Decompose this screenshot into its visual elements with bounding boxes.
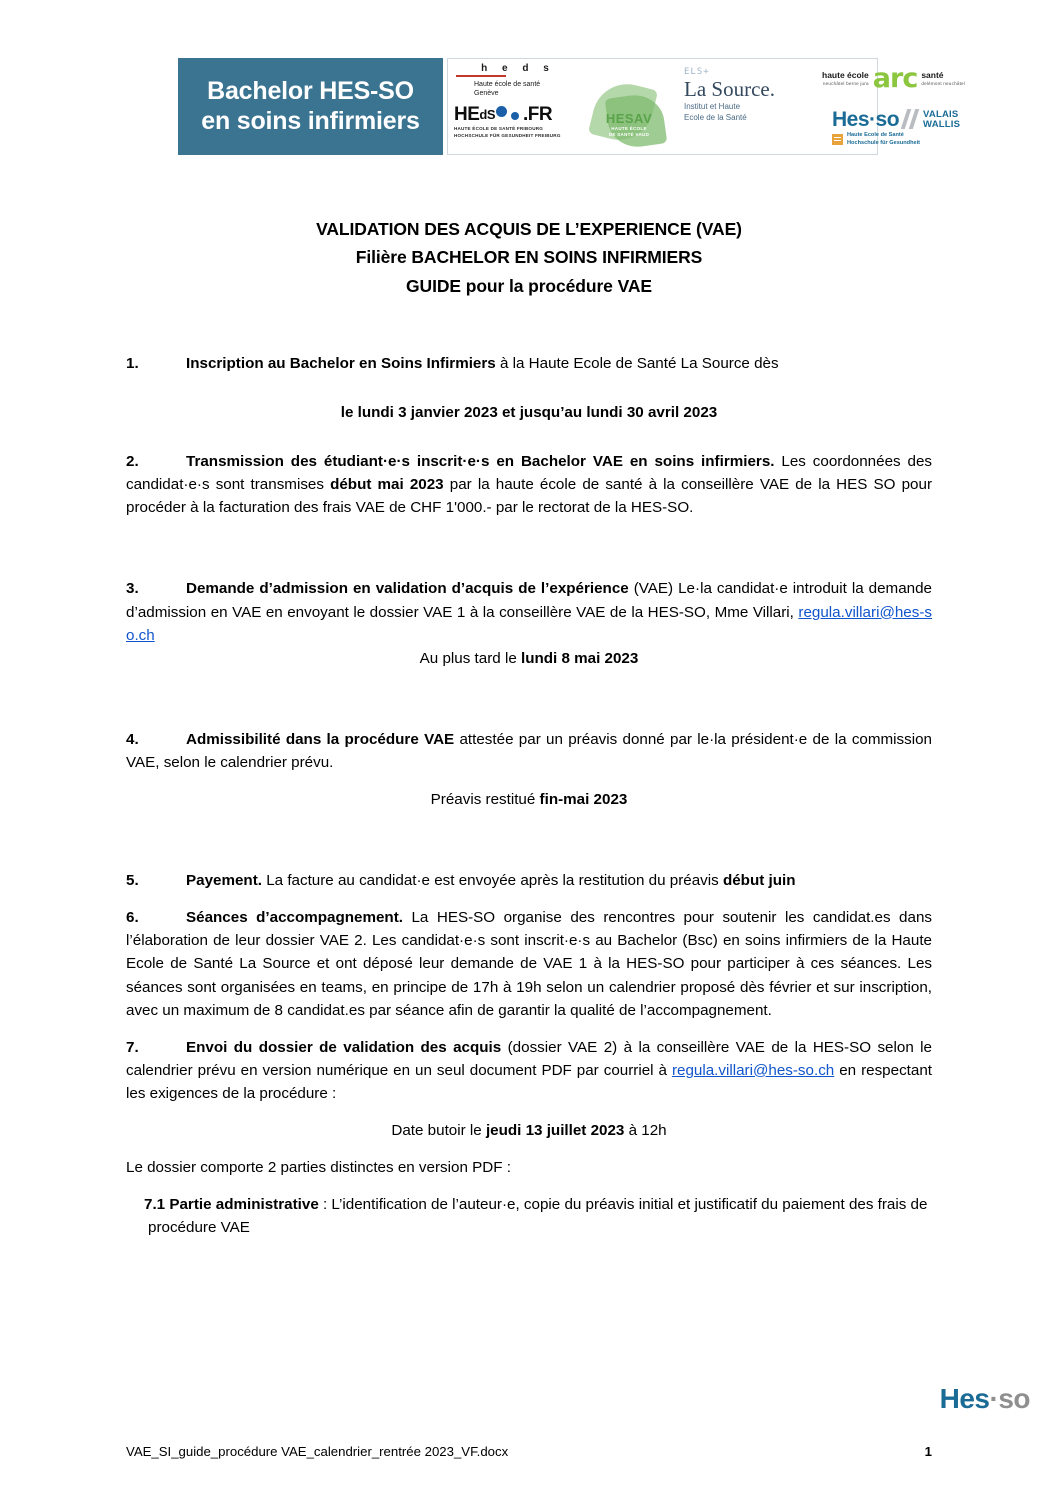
item-2-number: 2. <box>126 453 139 471</box>
page-footer <box>126 1444 932 1459</box>
footer-page-number: 1 <box>924 1444 932 1459</box>
item-6-number: 6. <box>126 909 139 927</box>
item-3 <box>126 577 932 646</box>
item-6-bold-lead: Séances d’accompagnement. <box>186 909 403 927</box>
document-title <box>129 215 929 300</box>
item-5 <box>126 869 932 892</box>
item-3-deadline-normal: Au plus tard le <box>419 649 521 667</box>
footer-hes-so-logo <box>940 1385 1030 1413</box>
footer-logo-dot: · <box>989 1383 999 1414</box>
item-5-bold-lead: Payement. <box>186 872 262 890</box>
item-3-body-a: (VAE) Le·la candidat·e introduit la demande d’admission en VAE en envoyant le dossier VAE 1 à la conseillère VAE de la HES-SO, Mme Villari, <box>126 580 932 621</box>
valais-dot: · <box>869 108 876 131</box>
valais-hes-word: Hes <box>832 108 870 131</box>
item-7-1-number: 7.1 <box>144 1196 166 1214</box>
item-4-number: 4. <box>126 730 139 748</box>
la-source-wordmark: La Source. <box>684 77 775 101</box>
heds-geneve-rule <box>456 75 506 77</box>
heds-fr-part-a: HE <box>454 104 480 125</box>
heds-geneve-subtitle-2: Genève <box>474 90 499 98</box>
item-1-rest: à la Haute Ecole de Santé La Source dès <box>495 355 779 372</box>
footer-logo-so: so <box>998 1383 1030 1414</box>
valais-subtitle-1: Haute Ecole de Santé <box>847 132 904 138</box>
heds-fr-part-c: .FR <box>523 104 553 125</box>
la-source-subtitle-2: Ecole de la Santé <box>684 112 747 122</box>
heds-fr-subtitle-1: HAUTE ÉCOLE DE SANTÉ FRIBOURG <box>454 126 544 131</box>
item-4-deadline-normal: Préavis restitué <box>430 791 540 809</box>
item-1 <box>126 352 932 375</box>
he-arc-sante-logo <box>822 63 1002 94</box>
heds-fr-subtitle-2: HOCHSCHULE FÜR GESUNDHEIT FREIBURG <box>454 132 561 138</box>
item-2-bold-lead: Transmission des étudiant·e·s inscrit·e·s en Bachelor VAE en soins infirmiers. <box>186 453 775 471</box>
item-6 <box>126 906 932 1021</box>
la-source-els-mark: ELS+ <box>684 67 710 77</box>
item-5-body-a: La facture au candidat·e est envoyée après la restitution du préavis <box>261 872 723 890</box>
item-2-body-b: par la haute école de santé à la conseillère VAE de la HES SO pour procéder à la facturation des frais VAE de CHF 1'000.- par le rectorat de la HES-SO. <box>126 476 932 517</box>
item-3-email-link[interactable]: regula.villari@hes-so.ch <box>126 603 932 644</box>
item-5-bold-end: début juin <box>722 872 796 890</box>
item-4-deadline <box>126 788 932 811</box>
heds-fr-part-b: dS <box>479 107 496 122</box>
valais-subtitle-2: Hochschule für Gesundheit <box>847 139 921 146</box>
item-7-1-bold-lead: Partie administrative <box>169 1196 319 1214</box>
banner-title-line2: en soins infirmiers <box>201 106 420 135</box>
he-arc-right-line1: santé <box>921 70 944 81</box>
item-3-deadline-bold: lundi 8 mai 2023 <box>520 649 639 667</box>
document-title-line1: VALIDATION DES ACQUIS DE L’EXPERIENCE (VAE) <box>316 219 742 239</box>
heds-geneve-logo <box>456 63 574 99</box>
heds-geneve-letters: h e d s <box>481 63 555 74</box>
item-3-deadline <box>126 647 932 670</box>
item-5-number: 5. <box>126 872 139 890</box>
banner-title-line1: Bachelor HES-SO <box>207 77 414 105</box>
item-6-body-a: La HES-SO organise des rencontres pour soutenir les candidat.es dans l’élaboration de leur dossier VAE 2. Les candidat·e·s sont inscrit·e·s au Bachelor (Bsc) en soins infirmiers de la Haute Ecole de Santé La Source et ont déposé leur demande de VAE 1 à la HES-SO pour participer à ces séances. Les séances sont organisées en teams, en principe de 17h à 19h selon un calendrier proposé dès février et sur inscription, avec un maximum de 8 candidat.es par séance afin de garantir la qualité de l’accompagnement. <box>126 909 932 1019</box>
la-source-subtitle-1: Institut et Haute <box>684 102 741 112</box>
item-3-number: 3. <box>126 580 139 598</box>
item-7-body-b: en respectant les exigences de la procédure : <box>126 1061 933 1102</box>
he-arc-wordmark: arc <box>872 63 918 94</box>
hesav-logo <box>586 81 672 151</box>
item-2-bold-mid: début mai 2023 <box>330 476 444 494</box>
item-7-1-body-a: : L’identification de l’auteur·e, copie du préavis initial et justificatif du paiement des frais de procédure VAE <box>148 1196 928 1237</box>
item-7-deadline-post: à 12h <box>624 1121 667 1139</box>
item-7-1 <box>126 1193 932 1239</box>
item-1-date-bold: le lundi 3 janvier 2023 et jusqu’au lundi 30 avril 2023 <box>340 404 718 422</box>
item-2-body-a: Les coordonnées des candidat·e·s sont transmises <box>126 453 932 494</box>
he-arc-left-line1: haute école <box>822 70 869 81</box>
valais-slashes-icon <box>902 109 920 129</box>
bachelor-banner-block <box>178 58 443 155</box>
item-7-deadline-pre: Date butoir le <box>391 1121 486 1139</box>
la-source-logo <box>684 67 804 124</box>
document-title-line3: GUIDE pour la procédure VAE <box>406 275 652 296</box>
heds-fr-dots-icon <box>496 108 522 122</box>
item-1-number: 1. <box>126 355 139 372</box>
valais-square-icon <box>832 134 843 145</box>
item-7-email-link[interactable]: regula.villari@hes-so.ch <box>671 1061 835 1079</box>
heds-fr-wordmark <box>454 105 578 124</box>
hesav-wordmark: HESAV <box>605 111 653 126</box>
item-4-deadline-bold: fin-mai 2023 <box>539 791 628 809</box>
item-2 <box>126 450 932 519</box>
valais-name-line2: WALLIS <box>923 119 961 131</box>
item-7-deadline <box>126 1119 932 1142</box>
header-banner <box>178 58 966 155</box>
he-arc-left-line2: neuchâtel berne jura <box>822 80 869 86</box>
hesav-subtitle-2: DE SANTÉ VAUD <box>608 132 650 138</box>
item-7-deadline-bold: jeudi 13 juillet 2023 <box>485 1121 625 1139</box>
footer-logo-hes: Hes <box>939 1383 990 1414</box>
document-title-line2: Filière BACHELOR EN SOINS INFIRMIERS <box>355 247 703 268</box>
item-4 <box>126 728 932 774</box>
valais-so-word: so <box>875 108 900 131</box>
item-7-number: 7. <box>126 1038 139 1056</box>
item-4-body-a: attestée par un préavis donné par le·la président·e de la commission VAE, selon le calendrier prévu. <box>126 730 932 771</box>
item-1-bold-lead: Inscription au Bachelor en Soins Infirmiers <box>186 355 496 372</box>
item-3-bold-lead: Demande d’admission en validation d’acquis de l’expérience <box>186 580 629 598</box>
item-7-body-a: (dossier VAE 2) à la conseillère VAE de la HES-SO selon le calendrier prévu en version numérique en un seul document PDF par courriel à <box>126 1038 932 1079</box>
heds-geneve-subtitle-1: Haute école de santé <box>474 81 541 88</box>
footer-filename: VAE_SI_guide_procédure VAE_calendrier_rentrée 2023_VF.docx <box>126 1444 509 1459</box>
partner-logos-box <box>447 58 966 155</box>
document-body <box>126 352 932 1239</box>
hesav-subtitle-1: HAUTE ÉCOLE <box>611 126 647 131</box>
item-7 <box>126 1036 932 1105</box>
item-7-note: Le dossier comporte 2 parties distinctes en version PDF : <box>126 1159 511 1177</box>
valais-name-line1: VALAIS <box>923 109 959 121</box>
heds-fr-logo <box>454 105 578 139</box>
hes-so-valais-logo <box>832 109 1012 147</box>
he-arc-right-line2: delémont neuchâtel <box>921 80 966 86</box>
item-7-bold-lead: Envoi du dossier de validation des acquis <box>186 1038 502 1056</box>
item-4-bold-lead: Admissibilité dans la procédure VAE <box>186 730 455 748</box>
item-1-date-line <box>126 401 932 424</box>
